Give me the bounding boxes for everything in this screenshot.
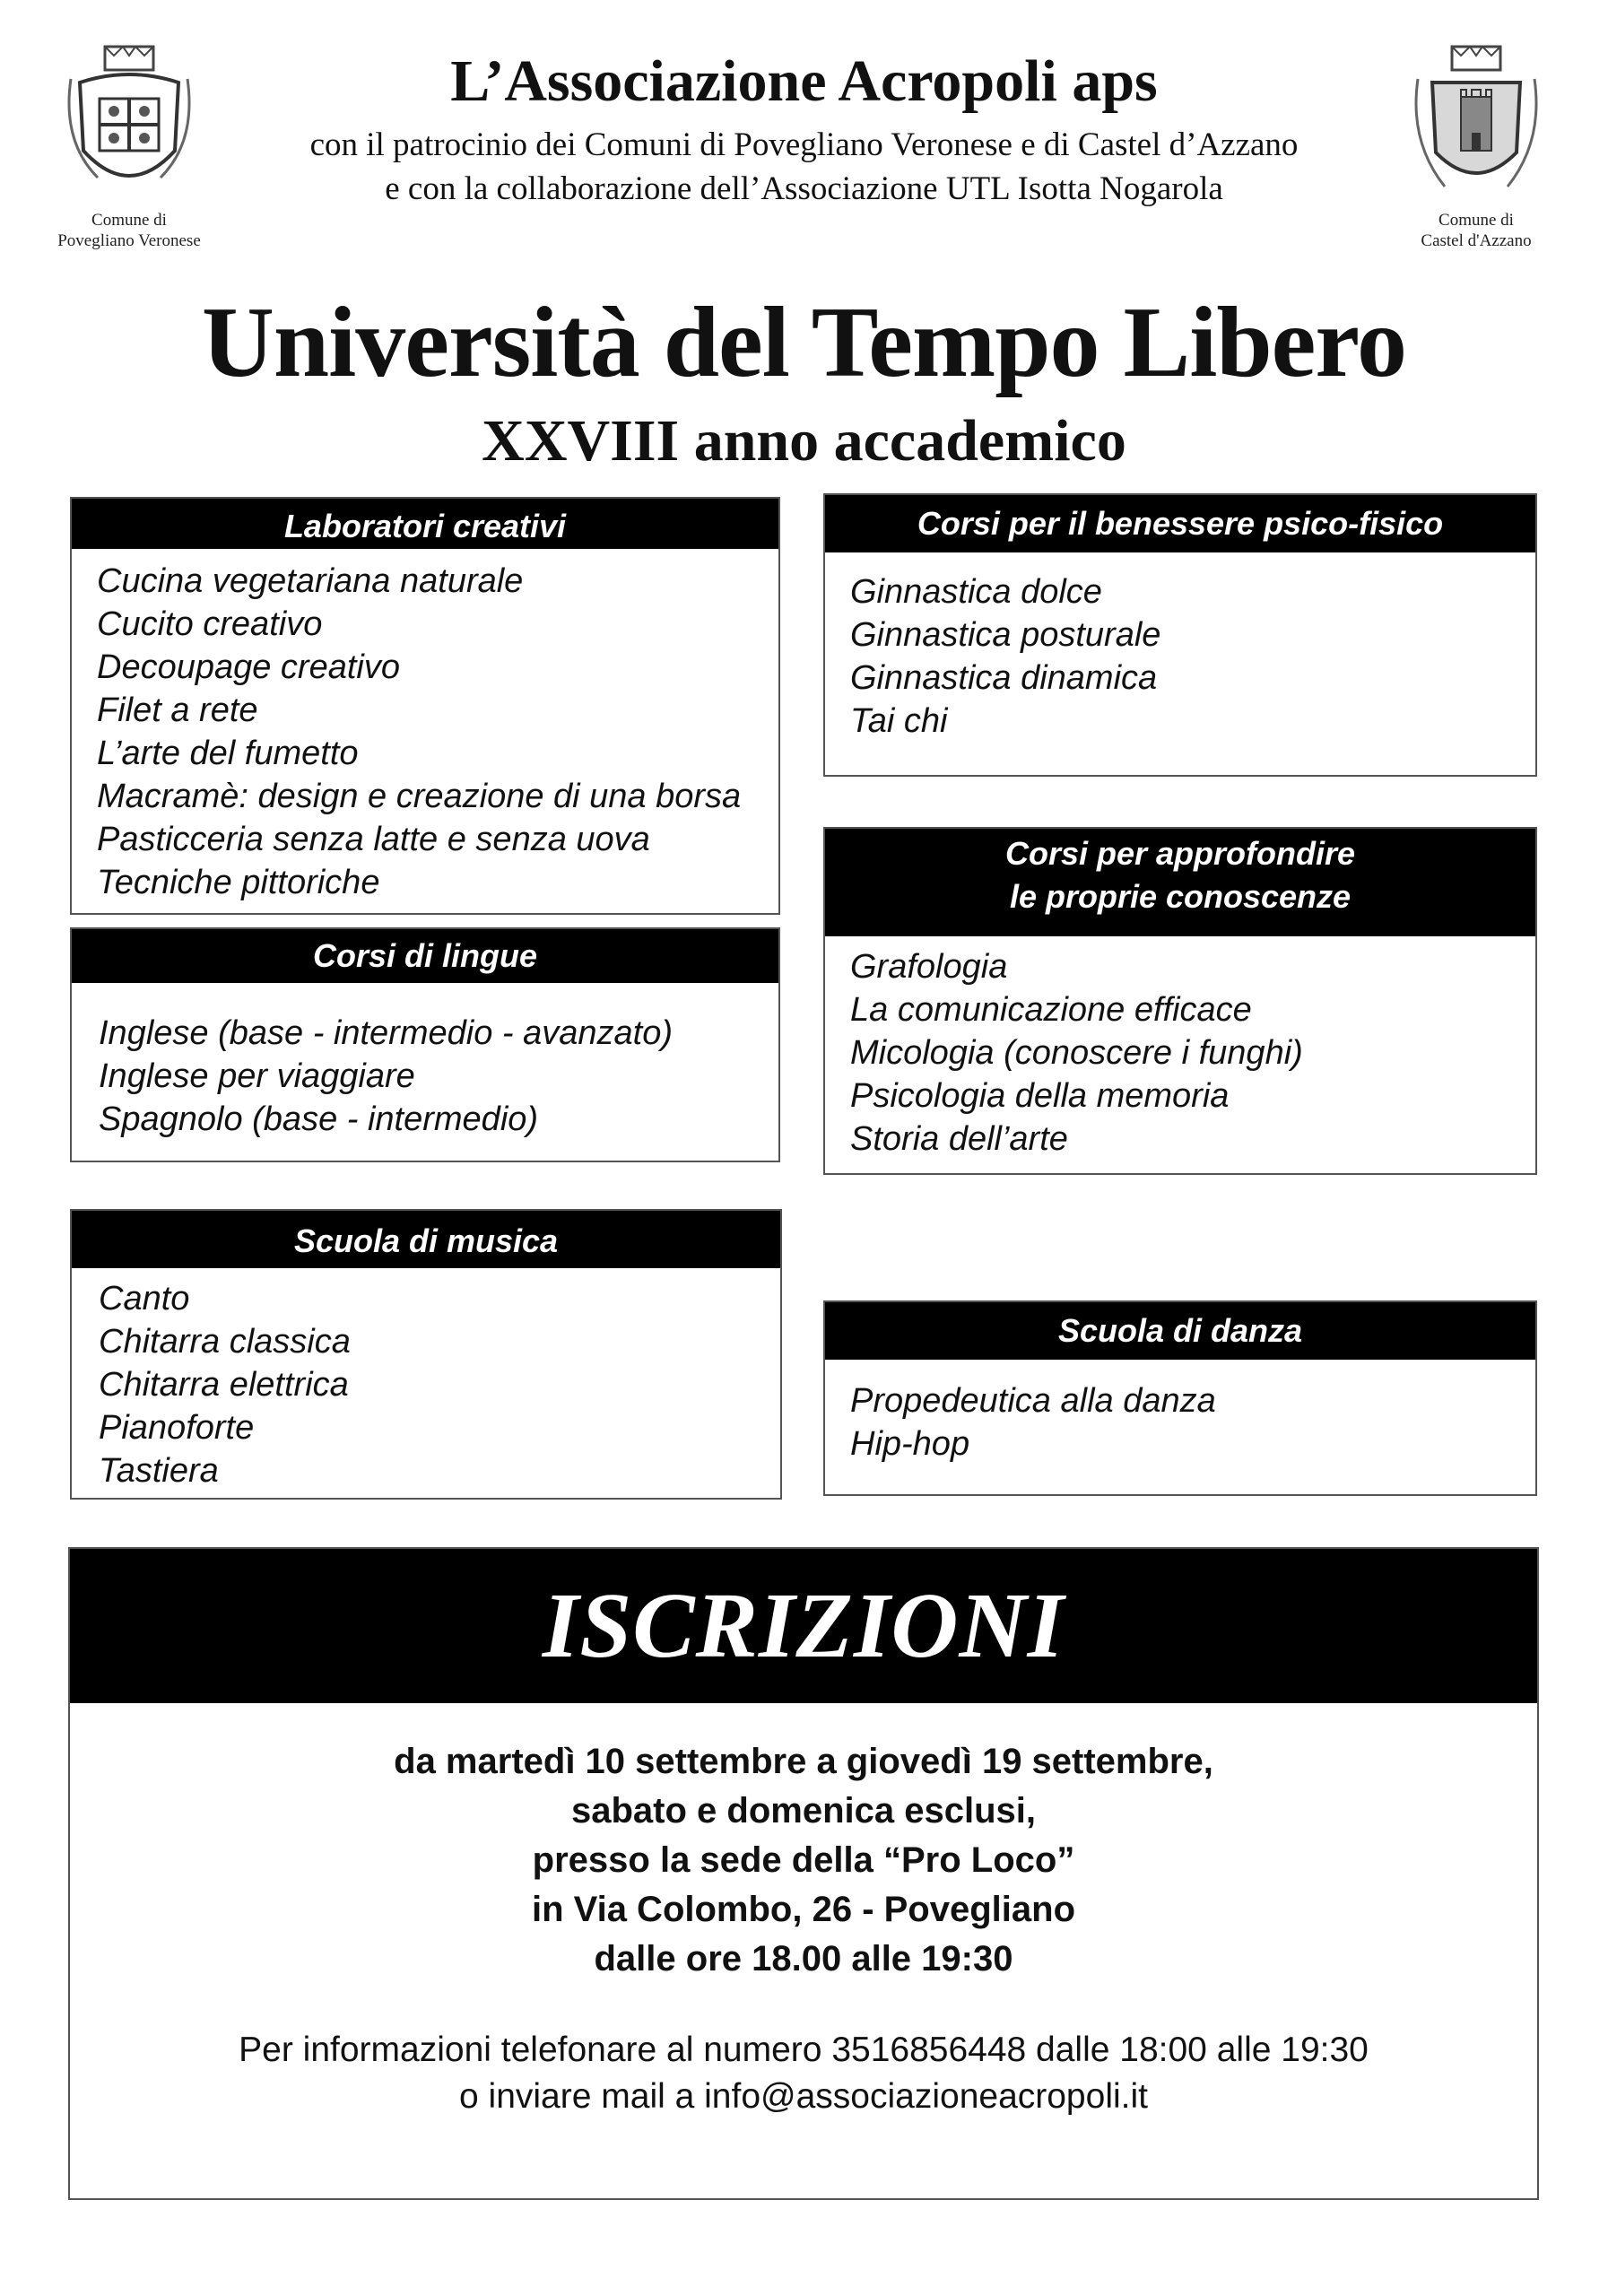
list-item: Cucito creativo <box>97 605 323 643</box>
left-crest-caption-line2: Povegliano Veronese <box>57 231 201 250</box>
page-subtitle: XXVIII anno accademico <box>482 408 1126 474</box>
iscrizioni-title: ISCRIZIONI <box>70 1549 1537 1703</box>
section-benessere-title: Corsi per il benessere psico-fisico <box>825 495 1535 552</box>
list-item: Pianoforte <box>99 1409 255 1447</box>
list-item: Filet a rete <box>97 691 258 729</box>
list-item: Pasticceria senza latte e senza uova <box>97 821 650 858</box>
right-crest-caption-line1: Comune di <box>1439 211 1514 230</box>
left-crest-caption <box>39 210 219 251</box>
lingue-list <box>72 983 778 1141</box>
section-conoscenze <box>823 827 1537 1175</box>
section-conoscenze-title <box>825 829 1535 936</box>
right-crest-caption-line2: Castel d'Azzano <box>1421 231 1532 250</box>
iscrizioni-line: presso la sede della “Pro Loco” <box>532 1840 1075 1880</box>
list-item: Tastiera <box>99 1452 219 1490</box>
list-item: Psicologia della memoria <box>850 1077 1230 1115</box>
section-musica <box>70 1209 782 1500</box>
iscrizioni-panel <box>68 1547 1539 2200</box>
section-lingue <box>70 927 780 1162</box>
patronage-line: con il patrocinio dei Comuni di Povegliano Veronese e di Castel d’Azzano <box>309 126 1299 163</box>
section-musica-title: Scuola di musica <box>72 1211 780 1268</box>
right-crest-caption <box>1386 210 1566 251</box>
list-item: Storia dell’arte <box>850 1120 1068 1158</box>
list-item: Inglese (base - intermedio - avanzato) <box>99 1014 673 1052</box>
iscrizioni-line: sabato e domenica esclusi, <box>571 1791 1036 1831</box>
section-conoscenze-title-line2: le proprie conoscenze <box>1009 878 1352 915</box>
section-lingue-title: Corsi di lingue <box>72 929 778 983</box>
page-title: Università del Tempo Libero <box>201 287 1407 398</box>
list-item: Hip-hop <box>850 1425 970 1463</box>
list-item: Ginnastica dinamica <box>850 659 1158 697</box>
iscrizioni-details <box>70 1737 1537 1984</box>
contact-email-line: o inviare mail a info@associazioneacropoli.it <box>459 2077 1148 2116</box>
section-benessere <box>823 493 1537 777</box>
iscrizioni-line: in Via Colombo, 26 - Povegliano <box>531 1890 1076 1929</box>
list-item: Cucina vegetariana naturale <box>97 562 524 600</box>
list-item: Tai chi <box>850 702 948 740</box>
list-item: Ginnastica dolce <box>850 573 1102 611</box>
contact-phone-line: Per informazioni telefonare al numero 3516856448 dalle 18:00 alle 19:30 <box>239 2031 1369 2069</box>
section-danza-title: Scuola di danza <box>825 1302 1535 1360</box>
left-crest-caption-line1: Comune di <box>91 211 167 230</box>
list-item: Macramè: design e creazione di una borsa <box>97 778 742 815</box>
danza-list <box>825 1360 1535 1465</box>
list-item: Ginnastica posturale <box>850 616 1161 654</box>
laboratori-list <box>72 549 778 904</box>
list-item: Micologia (conoscere i funghi) <box>850 1034 1303 1072</box>
section-conoscenze-title-line1: Corsi per approfondire <box>1004 835 1356 872</box>
list-item: Decoupage creativo <box>97 648 400 686</box>
list-item: Chitarra classica <box>99 1323 351 1361</box>
collaboration-line: e con la collaborazione dell’Associazione UTL Isotta Nogarola <box>385 170 1223 207</box>
iscrizioni-line: dalle ore 18.00 alle 19:30 <box>594 1939 1013 1979</box>
section-danza <box>823 1300 1537 1496</box>
benessere-list <box>825 552 1535 743</box>
association-title: L’Associazione Acropoli aps <box>450 48 1158 114</box>
section-laboratori-title: Laboratori creativi <box>72 499 778 549</box>
list-item: Spagnolo (base - intermedio) <box>99 1100 539 1138</box>
conoscenze-list <box>825 936 1535 1161</box>
list-item: Grafologia <box>850 948 1008 986</box>
list-item: Inglese per viaggiare <box>99 1057 415 1095</box>
musica-list <box>72 1268 780 1492</box>
section-laboratori <box>70 497 780 915</box>
list-item: Tecniche pittoriche <box>97 864 380 901</box>
iscrizioni-line: da martedì 10 settembre a giovedì 19 settembre, <box>394 1742 1213 1781</box>
list-item: L’arte del fumetto <box>97 735 359 772</box>
list-item: Canto <box>99 1280 190 1318</box>
list-item: Propedeutica alla danza <box>850 1382 1216 1420</box>
contact-info <box>70 2027 1537 2120</box>
list-item: La comunicazione efficace <box>850 991 1252 1029</box>
list-item: Chitarra elettrica <box>99 1366 349 1404</box>
